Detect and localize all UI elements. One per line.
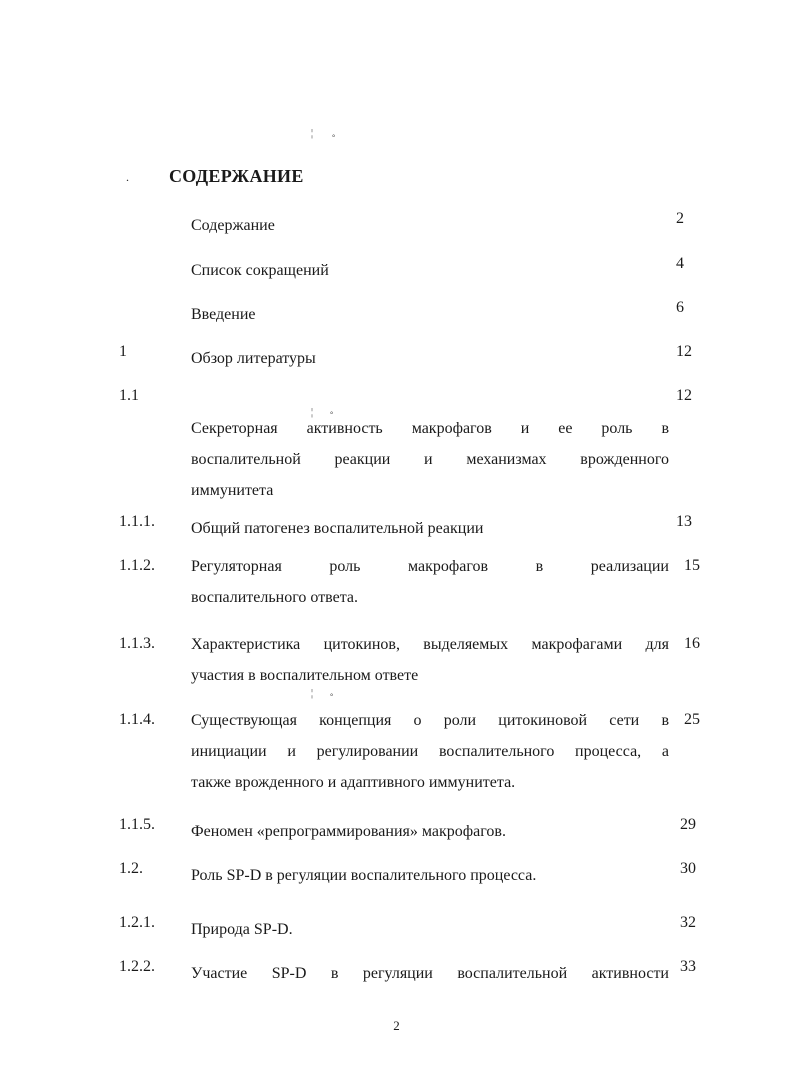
toc-entry-number: 1.2.2. <box>119 958 155 975</box>
toc-entry-line: воспалительной реакции и механизмах врожденного <box>191 451 669 468</box>
toc-entry-title <box>191 860 669 891</box>
toc-entry-title <box>191 343 669 374</box>
scan-artifact: ¦ <box>311 688 314 699</box>
toc-entry-line: Феномен «репрограммирования» макрофагов. <box>191 823 506 840</box>
toc-entry-number: 1.1.2. <box>119 557 155 574</box>
toc-entry-page: 12 <box>676 343 692 360</box>
toc-entry-page: 13 <box>676 513 692 530</box>
toc-entry-line: Существующая концепция о роли цитокиновой сети в <box>191 712 669 729</box>
toc-entry-number: 1 <box>119 343 127 360</box>
toc-entry-title <box>191 299 669 330</box>
toc-entry-number: 1.2.1. <box>119 914 155 931</box>
toc-entry-line: Участие SP-D в регуляции воспалительной активности <box>191 965 669 982</box>
toc-entry-number: 1.1.3. <box>119 635 155 652</box>
toc-entry-page: 30 <box>680 860 696 877</box>
toc-entry-page: 25 <box>684 711 700 728</box>
toc-entry-page: 2 <box>676 210 684 227</box>
toc-entry-page: 12 <box>676 387 692 404</box>
toc-entry-title <box>191 816 669 847</box>
toc-entry-title <box>191 705 669 798</box>
toc-heading: СОДЕРЖАНИЕ <box>169 166 304 186</box>
toc-entry-number: 1.1.1. <box>119 513 155 530</box>
toc-entry-page: 15 <box>684 557 700 574</box>
toc-entry-line: также врожденного и адаптивного иммунитета. <box>191 774 516 791</box>
toc-entry-line: Характеристика цитокинов, выделяемых макрофагами для <box>191 636 669 653</box>
toc-entry-page: 29 <box>680 816 696 833</box>
toc-entry-title <box>191 413 669 506</box>
toc-entry-line: Регуляторная роль макрофагов в реализации <box>191 558 669 575</box>
toc-entry-line: иммунитета <box>191 482 274 499</box>
toc-entry-title <box>191 513 669 544</box>
toc-entry-line: Природа SP-D. <box>191 921 293 938</box>
toc-entry-page: 6 <box>676 299 684 316</box>
scan-artifact: ° <box>332 133 336 142</box>
toc-entry-line: Обзор литературы <box>191 350 316 367</box>
toc-entry-number: 1.1.5. <box>119 816 155 833</box>
scan-artifact: ¦ <box>311 407 314 418</box>
toc-entry-title <box>191 210 669 241</box>
toc-entry-page: 16 <box>684 635 700 652</box>
toc-entry-page: 4 <box>676 255 684 272</box>
toc-entry-line: Роль SP-D в регуляции воспалительного процесса. <box>191 867 537 884</box>
page-number-footer: 2 <box>393 1018 400 1033</box>
heading-bullet: . <box>126 170 129 184</box>
toc-entry-line: участия в воспалительном ответе <box>191 667 419 684</box>
toc-entry-page: 33 <box>680 958 696 975</box>
toc-entry-title <box>191 958 669 989</box>
toc-entry-number: 1.1.4. <box>119 711 155 728</box>
scan-artifact: ¦ <box>311 128 314 139</box>
scan-artifact: ° <box>330 692 334 701</box>
toc-entry-line: инициации и регулировании воспалительного процесса, а <box>191 743 669 760</box>
toc-entry-number: 1.1 <box>119 387 139 404</box>
toc-entry-line: Содержание <box>191 217 275 234</box>
scan-artifact: ° <box>330 410 334 419</box>
toc-entry-line: Общий патогенез воспалительной реакции <box>191 520 484 537</box>
toc-entry-line: Введение <box>191 306 256 323</box>
toc-entry-page: 32 <box>680 914 696 931</box>
toc-entry-line: Секреторная активность макрофагов и ее роль в <box>191 420 669 437</box>
toc-entry-line: воспалительного ответа. <box>191 589 359 606</box>
toc-entry-title <box>191 914 669 945</box>
toc-entry-title <box>191 629 669 691</box>
toc-entry-line: Список сокращений <box>191 262 329 279</box>
toc-entry-title <box>191 551 669 613</box>
toc-entry-number: 1.2. <box>119 860 143 877</box>
toc-entry-title <box>191 255 669 286</box>
